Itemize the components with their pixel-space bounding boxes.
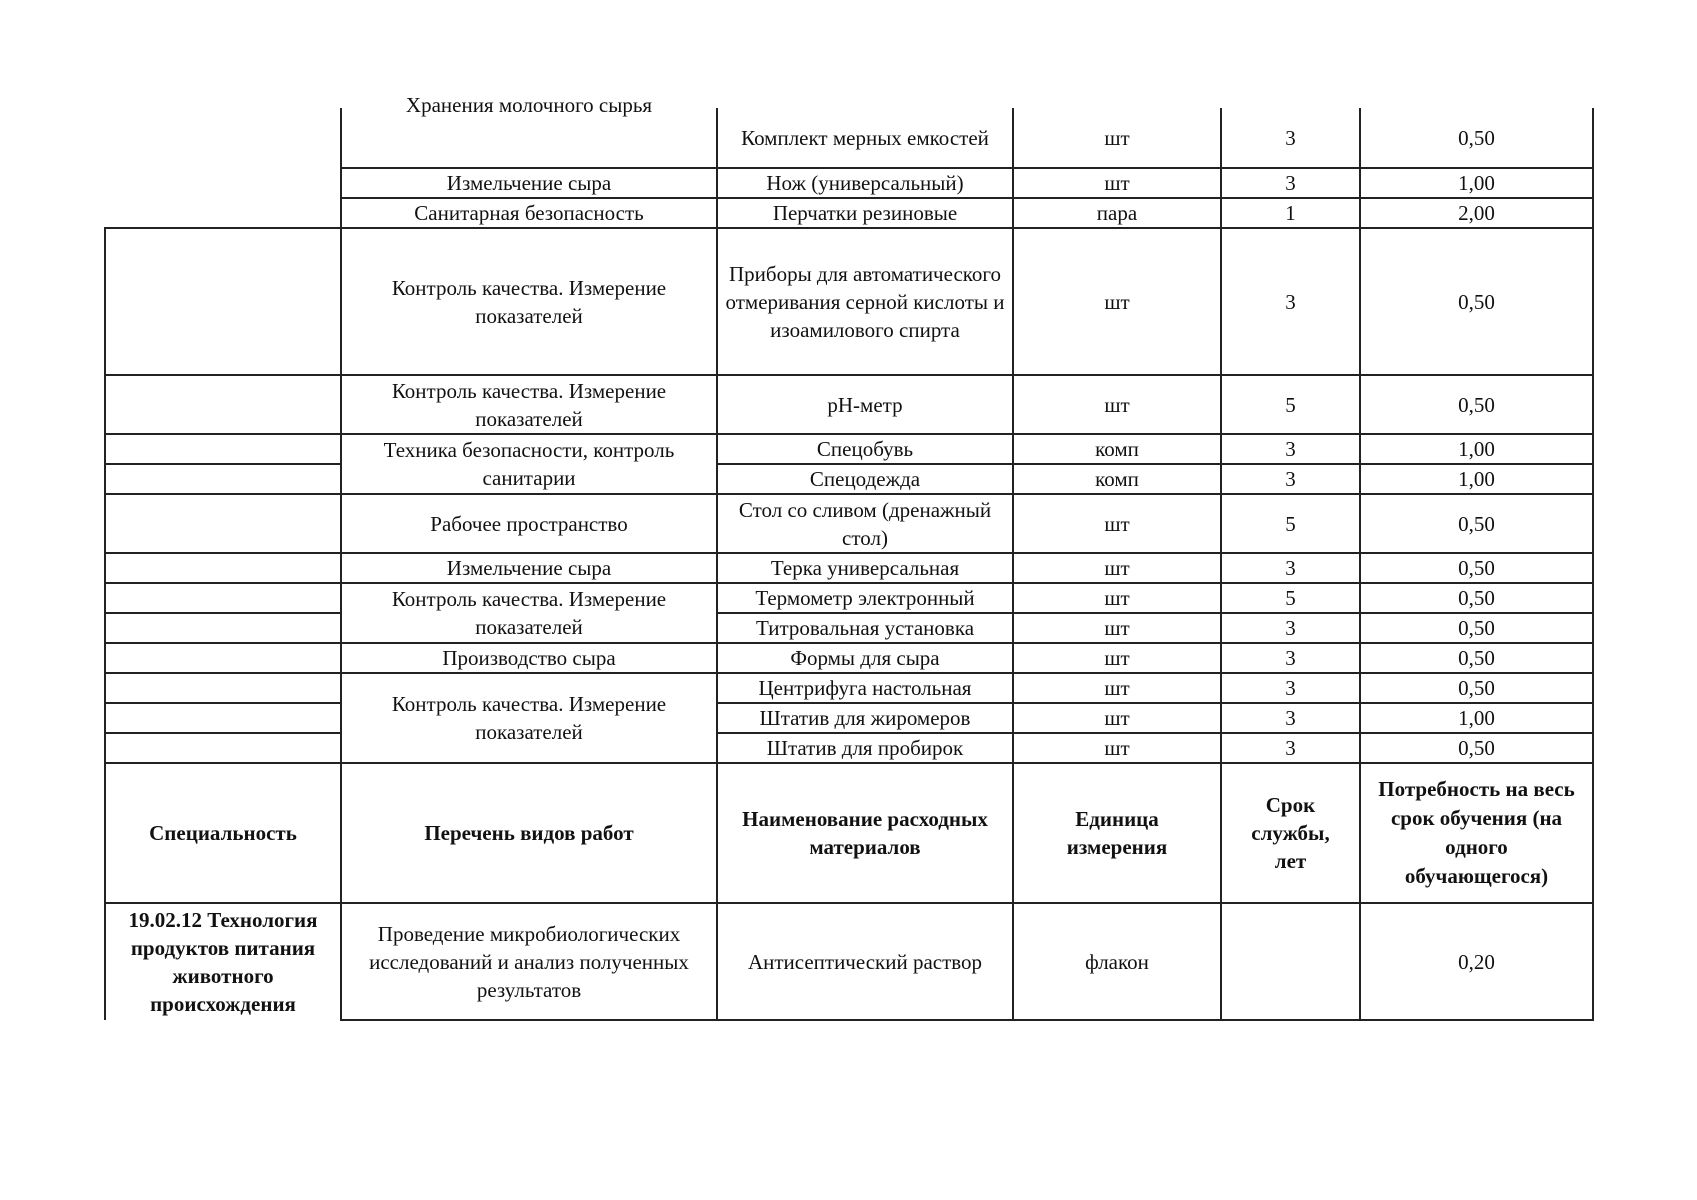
- unit-cell: флакон: [1013, 903, 1221, 1020]
- header-works: Перечень видов работ: [341, 763, 717, 903]
- header-life: Срок службы, лет: [1221, 763, 1360, 903]
- table-row: [105, 494, 1593, 553]
- life-cell: 3: [1221, 168, 1360, 198]
- item-cell: Штатив для пробирок: [717, 733, 1013, 763]
- life-cell: 3: [1221, 434, 1360, 464]
- life-cell: 5: [1221, 494, 1360, 553]
- header-need: Потребность на весь срок обучения (на одного обучающегося): [1360, 763, 1593, 903]
- specialty-cell: [105, 613, 341, 643]
- specialty-cell: [105, 228, 341, 375]
- need-cell: 0,50: [1360, 733, 1593, 763]
- item-cell: Нож (универсальный): [717, 168, 1013, 198]
- materials-table: [104, 93, 1594, 1021]
- specialty-cell: [105, 703, 341, 733]
- table-row: [105, 903, 1593, 1020]
- need-cell: 0,20: [1360, 903, 1593, 1020]
- unit-cell: комп: [1013, 464, 1221, 494]
- need-cell: 0,50: [1360, 613, 1593, 643]
- item-cell: Стол со сливом (дренажный стол): [717, 494, 1013, 553]
- need-cell: 1,00: [1360, 464, 1593, 494]
- life-cell: 3: [1221, 464, 1360, 494]
- item-cell: Термометр электронный: [717, 583, 1013, 613]
- work-cell: Контроль качества. Измерение показателей: [341, 375, 717, 434]
- table-row: [105, 553, 1593, 583]
- table-row: [105, 733, 1593, 763]
- life-cell: 3: [1221, 108, 1360, 168]
- specialty-cell: [105, 434, 341, 464]
- table-row: [105, 198, 1593, 228]
- specialty-cell: [105, 583, 341, 613]
- unit-cell: шт: [1013, 583, 1221, 613]
- need-cell: 0,50: [1360, 643, 1593, 673]
- item-cell: pH-метр: [717, 375, 1013, 434]
- item-cell: Спецодежда: [717, 464, 1013, 494]
- need-cell: 0,50: [1360, 553, 1593, 583]
- life-cell: 3: [1221, 553, 1360, 583]
- specialty-title: 19.02.12 Технология продуктов питания животного происхождения: [105, 903, 341, 1020]
- work-cell: Санитарная безопасность: [341, 198, 717, 228]
- work-cell: Техника безопасности, контроль санитарии: [341, 434, 717, 494]
- life-cell: 3: [1221, 733, 1360, 763]
- specialty-cell: [105, 375, 341, 434]
- work-cell: Рабочее пространство: [341, 494, 717, 553]
- work-cell: Контроль качества. Измерение показателей: [341, 583, 717, 643]
- life-cell: 3: [1221, 643, 1360, 673]
- unit-cell: комп: [1013, 434, 1221, 464]
- unit-cell: шт: [1013, 733, 1221, 763]
- item-cell: Центрифуга настольная: [717, 673, 1013, 703]
- specialty-cell: [105, 733, 341, 763]
- life-cell: [1221, 903, 1360, 1020]
- life-cell: 5: [1221, 375, 1360, 434]
- table-row: [105, 703, 1593, 733]
- work-cell: Измельчение сыра: [341, 168, 717, 198]
- need-cell: 0,50: [1360, 375, 1593, 434]
- life-cell: 3: [1221, 228, 1360, 375]
- need-cell: 1,00: [1360, 434, 1593, 464]
- unit-cell: пара: [1013, 198, 1221, 228]
- need-cell: 0,50: [1360, 583, 1593, 613]
- item-cell: Перчатки резиновые: [717, 198, 1013, 228]
- unit-cell: шт: [1013, 553, 1221, 583]
- life-cell: 5: [1221, 583, 1360, 613]
- unit-cell: шт: [1013, 613, 1221, 643]
- specialty-cell: [105, 673, 341, 703]
- table-row: [105, 583, 1593, 613]
- table-row: [105, 673, 1593, 703]
- table-row: [105, 434, 1593, 464]
- item-cell: Приборы для автоматического отмеривания серной кислоты и изоамилового спирта: [717, 228, 1013, 375]
- unit-cell: шт: [1013, 673, 1221, 703]
- specialty-cell: [105, 643, 341, 673]
- unit-cell: шт: [1013, 228, 1221, 375]
- unit-cell: шт: [1013, 703, 1221, 733]
- item-cell: Титровальная установка: [717, 613, 1013, 643]
- life-cell: 3: [1221, 703, 1360, 733]
- work-cell: Проведение микробиологических исследований и анализ полученных результатов: [341, 903, 717, 1020]
- table-row: [105, 228, 1593, 375]
- unit-cell: шт: [1013, 108, 1221, 168]
- need-cell: 0,50: [1360, 228, 1593, 375]
- need-cell: 0,50: [1360, 673, 1593, 703]
- need-cell: 0,50: [1360, 108, 1593, 168]
- table-row: [105, 375, 1593, 434]
- item-cell: Спецобувь: [717, 434, 1013, 464]
- unit-cell: шт: [1013, 375, 1221, 434]
- life-cell: 3: [1221, 613, 1360, 643]
- item-cell: Антисептический раствор: [717, 903, 1013, 1020]
- header-row: [105, 763, 1593, 903]
- header-materials: Наименование расходных материалов: [717, 763, 1013, 903]
- work-cell: Производство сыра: [341, 643, 717, 673]
- header-specialty: Специальность: [105, 763, 341, 903]
- item-cell: Комплект мерных емкостей: [717, 108, 1013, 168]
- work-cell: Хранения молочного сырья: [341, 108, 717, 168]
- item-cell: Терка универсальная: [717, 553, 1013, 583]
- work-cell: Контроль качества. Измерение показателей: [341, 673, 717, 763]
- work-cell: Контроль качества. Измерение показателей: [341, 228, 717, 375]
- need-cell: 1,00: [1360, 168, 1593, 198]
- specialty-cell: [105, 464, 341, 494]
- table-row: [105, 168, 1593, 198]
- life-cell: 1: [1221, 198, 1360, 228]
- table-row: [105, 108, 1593, 168]
- specialty-cell: [105, 553, 341, 583]
- work-cell: Измельчение сыра: [341, 553, 717, 583]
- header-unit: Единица измерения: [1013, 763, 1221, 903]
- item-cell: Формы для сыра: [717, 643, 1013, 673]
- need-cell: 1,00: [1360, 703, 1593, 733]
- unit-cell: шт: [1013, 643, 1221, 673]
- unit-cell: шт: [1013, 168, 1221, 198]
- table-row: [105, 643, 1593, 673]
- item-cell: Штатив для жиромеров: [717, 703, 1013, 733]
- table-row: [105, 464, 1593, 494]
- table-row: [105, 613, 1593, 643]
- life-cell: 3: [1221, 673, 1360, 703]
- unit-cell: шт: [1013, 494, 1221, 553]
- need-cell: 2,00: [1360, 198, 1593, 228]
- specialty-cell: [105, 494, 341, 553]
- need-cell: 0,50: [1360, 494, 1593, 553]
